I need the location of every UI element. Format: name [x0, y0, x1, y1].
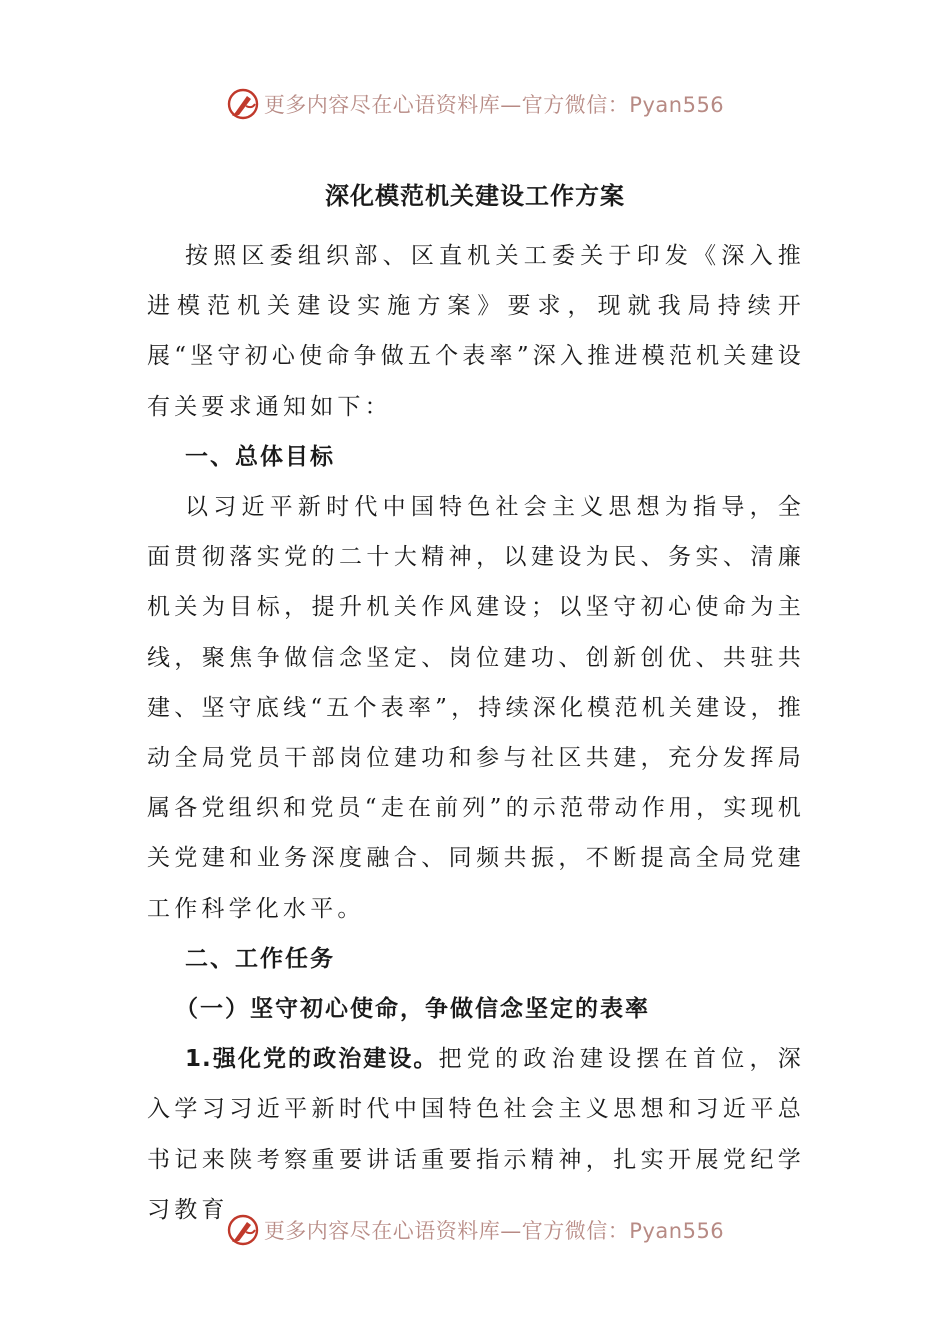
task-item-1-body: 把党的政治建设摆在首位，深入学习习近平新时代中国特色社会主义思想和习近平总书记来陕考察重要讲话重要指示精神，扎实开展党纪学习教育: [147, 1046, 805, 1223]
watermark-text: 更多内容尽在心语资料库—官方微信：Pyan556: [263, 93, 725, 117]
watermark-text: 更多内容尽在心语资料库—官方微信：Pyan556: [263, 1219, 725, 1243]
pen-nib-icon: [226, 87, 260, 121]
task-item-1-lead: 1.强化党的政治建设。: [185, 1046, 439, 1073]
task-item-1: [147, 1034, 805, 1235]
section-heading-tasks: 二、工作任务: [185, 945, 335, 972]
pen-nib-icon: [226, 1213, 260, 1247]
goals-paragraph: 以习近平新时代中国特色社会主义思想为指导，全面贯彻落实党的二十大精神，以建设为民、务实、清廉机关为目标，提升机关作风建设；以坚守初心使命为主线，聚焦争做信念坚定、岗位建功、创新创优、共驻共建、坚守底线“五个表率”，持续深化模范机关建设，推动全局党员干部岗位建功和参与社区共建，充分发挥局属各党组织和党员“走在前列”的示范带动作用，实现机关党建和业务深度融合、同频共振，不断提高全局党建工作科学化水平。: [147, 494, 805, 922]
watermark-banner-top: [0, 84, 950, 124]
section-heading-goals: 一、总体目标: [185, 443, 335, 470]
document-body: [147, 231, 805, 1235]
intro-paragraph: 按照区委组织部、区直机关工委关于印发《深入推进模范机关建设实施方案》要求，现就我局持续开展“坚守初心使命争做五个表率”深入推进模范机关建设有关要求通知如下：: [147, 243, 805, 420]
watermark-banner-bottom: [0, 1210, 950, 1250]
subsection-heading-1: （一）坚守初心使命，争做信念坚定的表率: [175, 996, 650, 1023]
document-title: 深化模范机关建设工作方案: [325, 182, 625, 210]
